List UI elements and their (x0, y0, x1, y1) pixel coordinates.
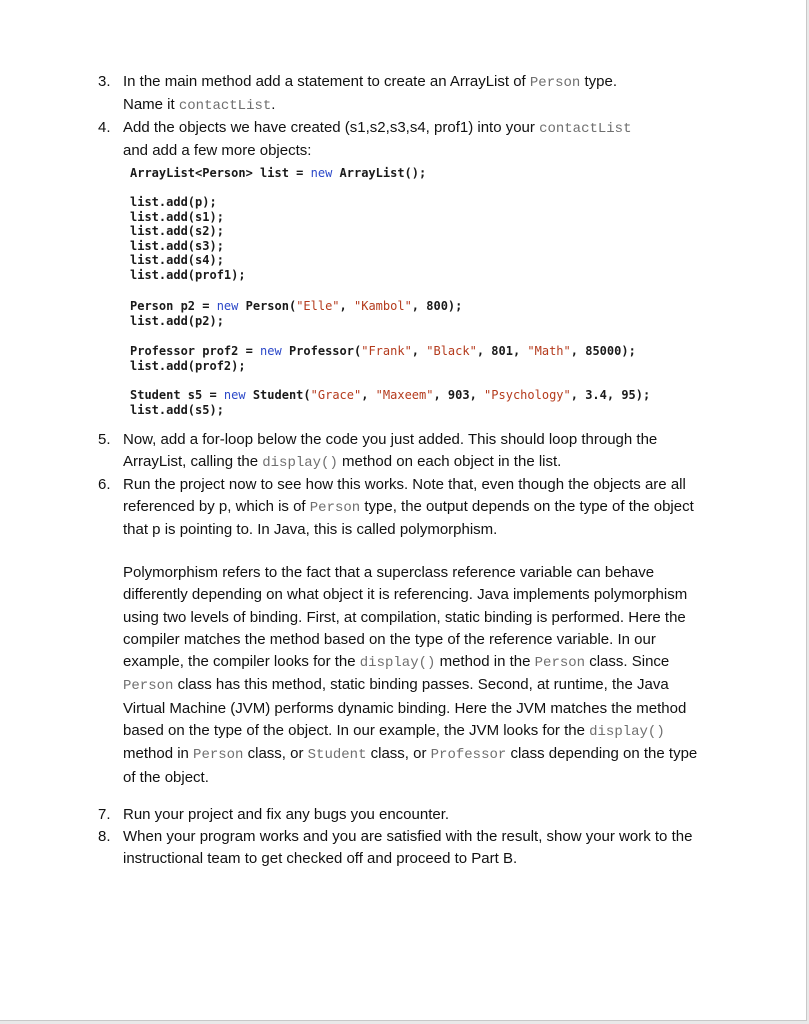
inline-code: Student (307, 747, 367, 764)
step-number: 6. (98, 476, 111, 493)
code-arraylist-decl: ArrayList<Person> list = new ArrayList(); (130, 166, 427, 180)
inline-code: display() (262, 455, 338, 471)
inline-code: Person (193, 747, 244, 764)
step-number: 8. (98, 828, 111, 845)
step-number: 3. (98, 73, 111, 90)
step-text: Run the project now to see how this works. Note that, even though the objects are all referenced by p, which is of Person type, the output depends on the type of the object that p is pointing to. In Java, this is called polymorphism. (123, 476, 694, 538)
step-text: Run your project and fix any bugs you encounter. (123, 806, 450, 823)
inline-code: Person (534, 655, 586, 672)
step-text: In the main method add a statement to create an ArrayList of Person type. Name it contactList. (123, 73, 618, 114)
step-number: 5. (98, 431, 111, 448)
inline-code: Person (309, 500, 361, 516)
inline-code: display() (359, 655, 436, 672)
step-text: Now, add a for-loop below the code you just added. This should loop through the ArrayList, calling the display() method on each object in the list. (123, 431, 658, 471)
step-text: When your program works and you are satisfied with the result, show your work to the instructional team to get checked off and proceed to Part B. (123, 828, 693, 867)
code-person-p2: Person p2 = new Person("Elle", "Kambol", 800); list.add(p2); (130, 299, 463, 328)
polymorphism-paragraph: Polymorphism refers to the fact that a superclass reference variable can behave differently depending on what object it is referencing. Java implements polymorphism using two levels of binding. First, at compilation, static binding is performed. Here the compiler matches the method based on the type of the reference variable. In our example, the compiler looks for the display() method in the Person class. Since Person class has this method, static binding passes. Second, at runtime, the Java Virtual Machine (JVM) performs dynamic binding. Here the JVM matches the method based on the type of the object. In our example, the JVM looks for the display() method in Person class, or Student class, or Professor class depending on the type of the object. (123, 564, 698, 786)
step-number: 7. (98, 806, 111, 823)
code-student-s5: Student s5 = new Student("Grace", "Maxeem", 903, "Psychology", 3.4, 95); list.add(s5); (130, 388, 651, 417)
code-professor-prof2: Professor prof2 = new Professor("Frank", "Black", 801, "Math", 85000); list.add(prof2); (130, 344, 636, 373)
inline-code: Person (529, 75, 581, 91)
inline-code: contactList (178, 98, 272, 114)
code-add-lines: list.add(p); list.add(s1); list.add(s2); list.add(s3); list.add(s4); list.add(prof1); (130, 195, 246, 282)
inline-code: Person (123, 678, 174, 695)
step-number: 4. (98, 119, 111, 136)
inline-code: display() (589, 724, 665, 741)
inline-code: Professor (430, 747, 507, 764)
step-text: Add the objects we have created (s1,s2,s3,s4, prof1) into your contactList and add a few more objects: (123, 119, 632, 159)
inline-code: contactList (539, 121, 632, 137)
